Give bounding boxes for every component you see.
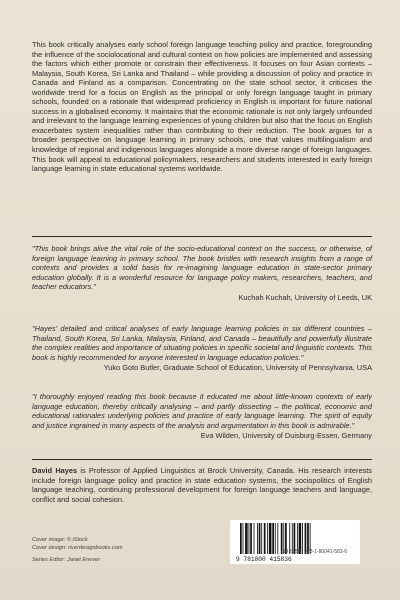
quote-attribution: Kuchah Kuchah, University of Leeds, UK: [238, 292, 372, 302]
divider: [32, 459, 372, 460]
barcode-bar: [269, 523, 272, 554]
barcode-bar: [243, 523, 244, 554]
book-description: This book critically analyses early school foreign language teaching policy and practice, foregrounding the influence of the sociolocational and cultural context on how policies are implemented and assessing the factors which either promote or constrain their effectiveness. It focuses on four Asian contexts – Malaysia, South Korea, Sri Lanka and Thailand – while providing a discussion of policy and practice in Canada and Finland as a comparison. Concentrating on the state school sector, it criticises the worldwide trend for a focus on English as the principal or only foreign language taught in primary schools, founded on a rationale that widespread proficiency in English is important for future national success in a globalised economy. It maintains that the economic rationale is not only largely unfounded and irrelevant to the language learning experiences of young children but also that the focus on English exacerbates system inequalities rather than contributing to their reduction. The book argues for a broader perspective on language learning in primary schools, one that values multilingualism and knowledge of regional and indigenous languages alongside a more diverse range of foreign languages. This book will appeal to educational policymakers, researchers and students interested in early foreign language learning in state educational systems worldwide.: [32, 40, 372, 174]
endorsement-quote: [32, 392, 372, 441]
barcode-bar: [272, 523, 274, 554]
barcode-graphic: [230, 520, 360, 564]
quote-attribution: Yuko Goto Butler, Graduate School of Education, University of Pennsylvania, USA: [103, 363, 372, 373]
endorsement-quote: [32, 244, 372, 302]
barcode-bar: [261, 523, 262, 554]
barcode-bar: [257, 523, 258, 554]
cover-credits: [32, 536, 122, 564]
barcode-bar: [250, 523, 252, 554]
author-bio: [32, 466, 372, 504]
barcode-bar: [249, 523, 250, 554]
barcode-digits: 9 781800 415836: [236, 556, 292, 563]
barcode-bar: [267, 523, 268, 554]
divider: [32, 236, 372, 237]
barcode-bar: [259, 523, 261, 554]
barcode-bar: [277, 523, 278, 554]
quote-text: "I thoroughly enjoyed reading this book because it educated me about little-known contexts of early language education, thereby critically analysing – and partly dissecting – the political, economic and educational rationales underlying policies and practice of early language learning. The spirit of equity and justice ingrained in many aspects of the analysis and argumentation in this book is admirable.": [32, 392, 372, 430]
series-editor-credit: Series Editor: Janet Enever: [32, 557, 101, 563]
barcode-bar: [245, 523, 248, 554]
quote-attribution: Eva Wilden, University of Duisburg-Essen, Germany: [200, 431, 372, 441]
author-bio-text: is Professor of Applied Linguistics at Brock University, Canada. His research interests include foreign language policy and practice in state education systems, the sociopolitics of English language teaching, continuing professional development for foreign language teachers and language, conflict and social cohesion.: [32, 466, 372, 504]
quote-text: "Hayes' detailed and critical analyses of early language learning policies in six different countries – Thailand, South Korea, Sri Lanka, Malaysia, Finland, and Canada – beautifully and powerfully illustrate the complex realities and importance of situating policies in specific societal and linguistic contexts. This book is highly recommended for anyone interested in language education policies.": [32, 324, 372, 362]
cover-design-credit: Cover design: riverdesignbooks.com: [32, 545, 123, 551]
barcode-bar: [264, 523, 266, 554]
endorsement-quote: [32, 324, 372, 373]
cover-image-credit: Cover image: © iStock: [32, 537, 88, 543]
author-name: David Hayes: [32, 466, 78, 475]
barcode-bar: [240, 523, 242, 554]
barcode: [230, 520, 360, 564]
barcode-bar: [254, 523, 255, 554]
barcode-bar: [275, 523, 276, 554]
quote-text: "This book brings alive the vital role of the socio-educational context on the success, or otherwise, of foreign language learning in primary school. The book bristles with research insights from a range of contexts and provides a solid basis for re-imagining language education in state-sector primary education globally. It is a wonderful resource for language policy makers, researchers, teachers, and teacher educators.": [32, 244, 372, 292]
isbn-label: 794 ISBN: 978-1-80041-583-6: [280, 549, 347, 555]
